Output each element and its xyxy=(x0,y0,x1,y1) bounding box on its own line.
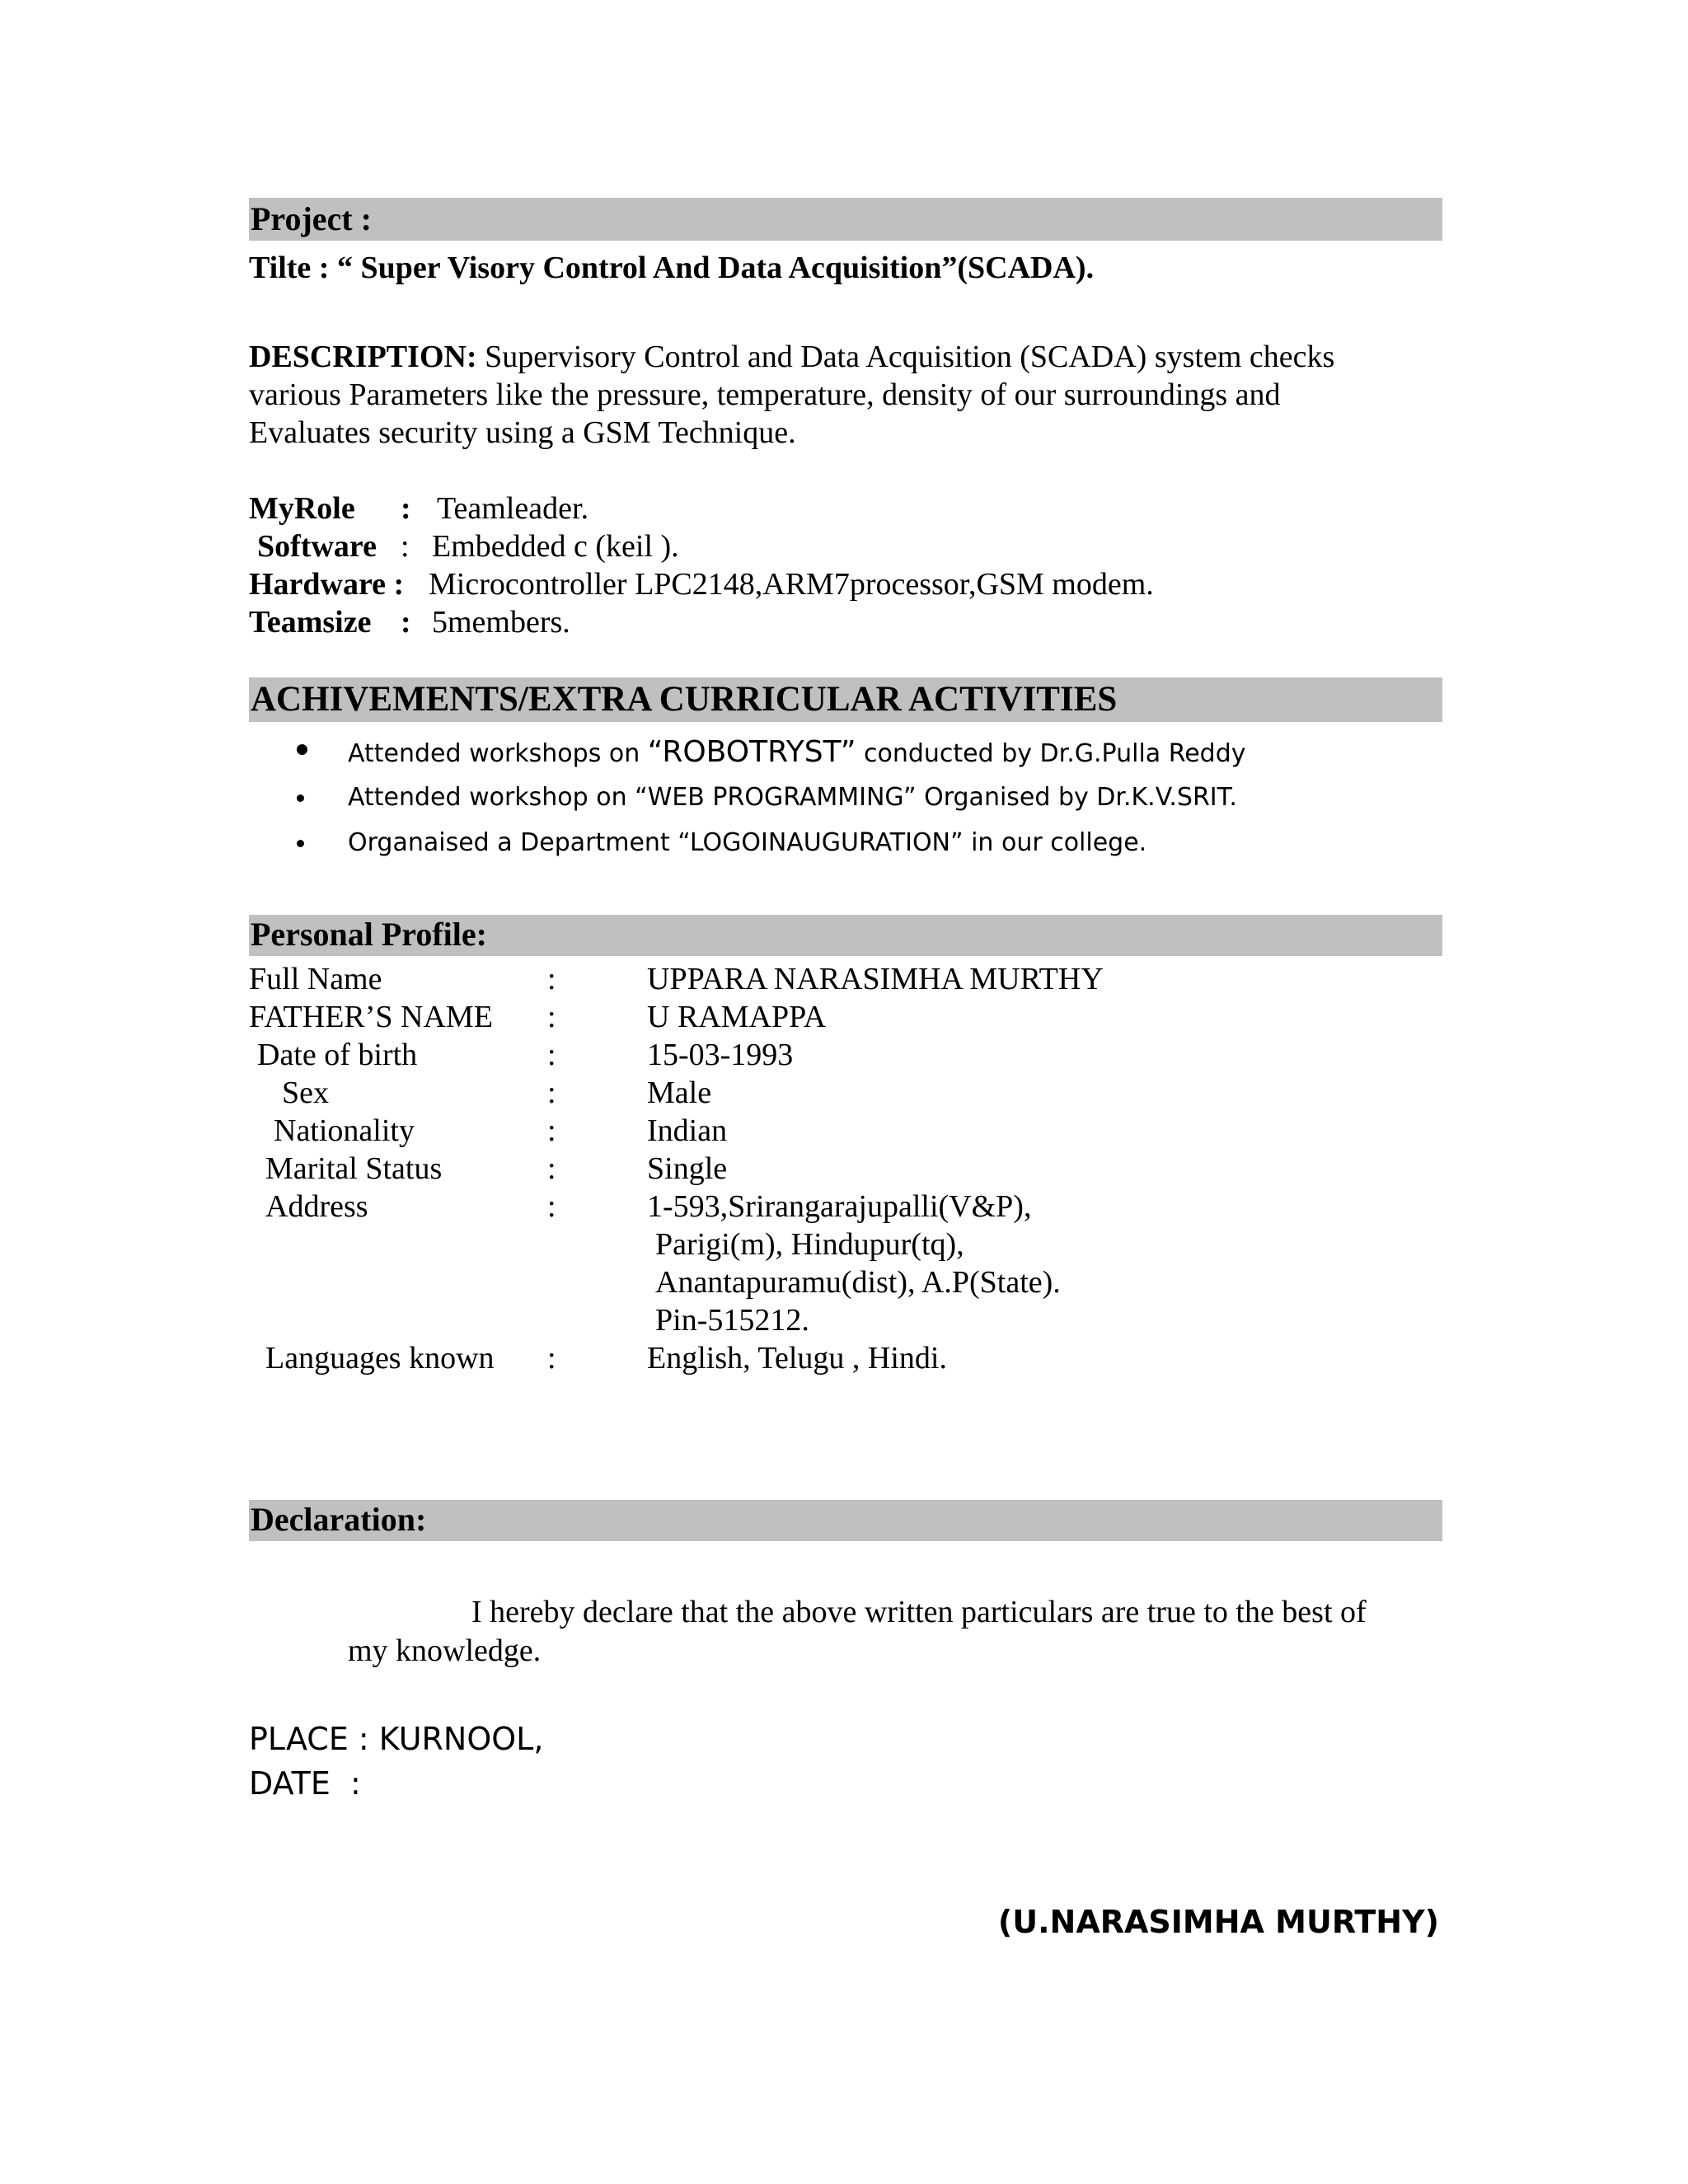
detail-value: Teamleader. xyxy=(437,491,589,526)
detail-colon: : xyxy=(401,605,411,640)
detail-value: Embedded c (keil ). xyxy=(432,529,679,564)
project-heading: Project : xyxy=(251,200,372,237)
achievement-item xyxy=(0,780,1442,821)
detail-label: Software xyxy=(257,529,377,564)
profile-label: Date of birth xyxy=(257,1038,418,1072)
profile-value: Single xyxy=(647,1151,728,1186)
project-detail-teamsize xyxy=(249,603,1403,641)
profile-row-marital-status xyxy=(0,1151,1442,1188)
personal-profile-table xyxy=(0,961,1442,1390)
profile-row-nationality xyxy=(0,1113,1442,1151)
profile-value: Pin-515212. xyxy=(655,1303,809,1338)
declaration-line-2: my knowledge. xyxy=(348,1633,542,1668)
profile-colon: : xyxy=(547,1076,556,1110)
achievements-heading-band xyxy=(249,677,1442,722)
profile-row-address-line-2 xyxy=(0,1226,1442,1264)
profile-colon: : xyxy=(547,1151,556,1186)
profile-value: Parigi(m), Hindupur(tq), xyxy=(655,1227,964,1262)
profile-row-father-name xyxy=(0,999,1442,1037)
achievement-item xyxy=(0,825,1442,866)
profile-row-languages xyxy=(0,1340,1442,1378)
bullet-icon xyxy=(297,794,304,802)
detail-value: Microcontroller LPC2148,ARM7processor,GSM modem. xyxy=(429,567,1154,602)
profile-value: 15-03-1993 xyxy=(647,1038,794,1072)
profile-value: Male xyxy=(647,1076,712,1110)
personal-profile-heading: Personal Profile: xyxy=(251,916,487,953)
profile-label: Address xyxy=(265,1189,368,1224)
detail-label: Hardware : xyxy=(249,567,405,602)
achievements-heading: ACHIVEMENTS/EXTRA CURRICULAR ACTIVITIES xyxy=(251,680,1118,719)
description-line-2: various Parameters like the pressure, temperature, density of our surroundings and xyxy=(249,377,1281,412)
profile-row-sex xyxy=(0,1075,1442,1113)
detail-label: Teamsize xyxy=(249,605,372,640)
project-title-value: “ Super Visory Control And Data Acquisition”(SCADA). xyxy=(336,251,1095,285)
profile-colon: : xyxy=(547,1038,556,1072)
profile-value: U RAMAPPA xyxy=(647,1000,827,1034)
place-line: PLACE : KURNOOL, xyxy=(249,1721,544,1757)
profile-value: Anantapuramu(dist), A.P(State). xyxy=(655,1265,1061,1300)
detail-colon: : xyxy=(401,529,410,564)
profile-label: Nationality xyxy=(274,1113,415,1148)
declaration-heading-band xyxy=(249,1500,1442,1541)
declaration-heading: Declaration: xyxy=(251,1501,427,1538)
detail-colon: : xyxy=(401,491,411,526)
project-description xyxy=(249,338,1334,452)
project-heading-band xyxy=(249,198,1442,241)
project-detail-software xyxy=(249,527,1403,565)
achievement-text-pre: Attended workshops on xyxy=(348,739,648,768)
description-line-1: Supervisory Control and Data Acquisition (SCADA) system checks xyxy=(485,340,1335,374)
achievement-highlight: “ROBOTRYST” xyxy=(647,735,856,769)
profile-row-address-line-4 xyxy=(0,1302,1442,1340)
bullet-icon xyxy=(297,744,307,755)
profile-label: Marital Status xyxy=(265,1151,443,1186)
profile-value: UPPARA NARASIMHA MURTHY xyxy=(647,962,1104,996)
achievement-text: Organaised a Department “LOGOINAUGURATION” in our college. xyxy=(348,828,1147,857)
profile-row-address-line-3 xyxy=(0,1264,1442,1302)
profile-colon: : xyxy=(547,1189,556,1224)
detail-label: MyRole xyxy=(249,491,355,526)
project-detail-hardware xyxy=(249,565,1403,603)
profile-value: 1-593,Srirangarajupalli(V&P), xyxy=(647,1189,1032,1224)
achievement-text-post: conducted by Dr.G.Pulla Reddy xyxy=(856,739,1246,768)
project-detail-role xyxy=(249,490,1403,527)
achievement-text: Attended workshop on “WEB PROGRAMMING” Organised by Dr.K.V.SRIT. xyxy=(348,783,1237,812)
achievement-item xyxy=(0,730,1442,771)
profile-label: Languages known xyxy=(265,1341,495,1376)
profile-label: Full Name xyxy=(249,962,382,996)
profile-row-date-of-birth xyxy=(0,1037,1442,1075)
personal-profile-heading-band xyxy=(249,915,1442,956)
profile-value: English, Telugu , Hindi. xyxy=(647,1341,947,1376)
declaration-line-1: I hereby declare that the above written particulars are true to the best of xyxy=(471,1595,1367,1629)
date-line: DATE : xyxy=(249,1765,361,1802)
profile-row-full-name xyxy=(0,961,1442,999)
signature-name: (U.NARASIMHA MURTHY) xyxy=(997,1904,1439,1940)
project-title-label: Tilte : xyxy=(249,251,330,285)
profile-value: Indian xyxy=(647,1113,728,1148)
profile-colon: : xyxy=(547,1000,556,1034)
detail-value: 5members. xyxy=(432,605,570,640)
description-label: DESCRIPTION: xyxy=(249,340,477,374)
profile-row-address xyxy=(0,1188,1442,1226)
profile-colon: : xyxy=(547,1113,556,1148)
profile-colon: : xyxy=(547,1341,556,1376)
achievement-text xyxy=(348,735,1246,769)
description-line-3: Evaluates security using a GSM Technique. xyxy=(249,415,796,450)
project-title xyxy=(249,249,1094,287)
bullet-icon xyxy=(297,840,304,847)
profile-colon: : xyxy=(547,962,556,996)
profile-label: Sex xyxy=(282,1076,329,1110)
profile-label: FATHER’S NAME xyxy=(249,1000,493,1034)
